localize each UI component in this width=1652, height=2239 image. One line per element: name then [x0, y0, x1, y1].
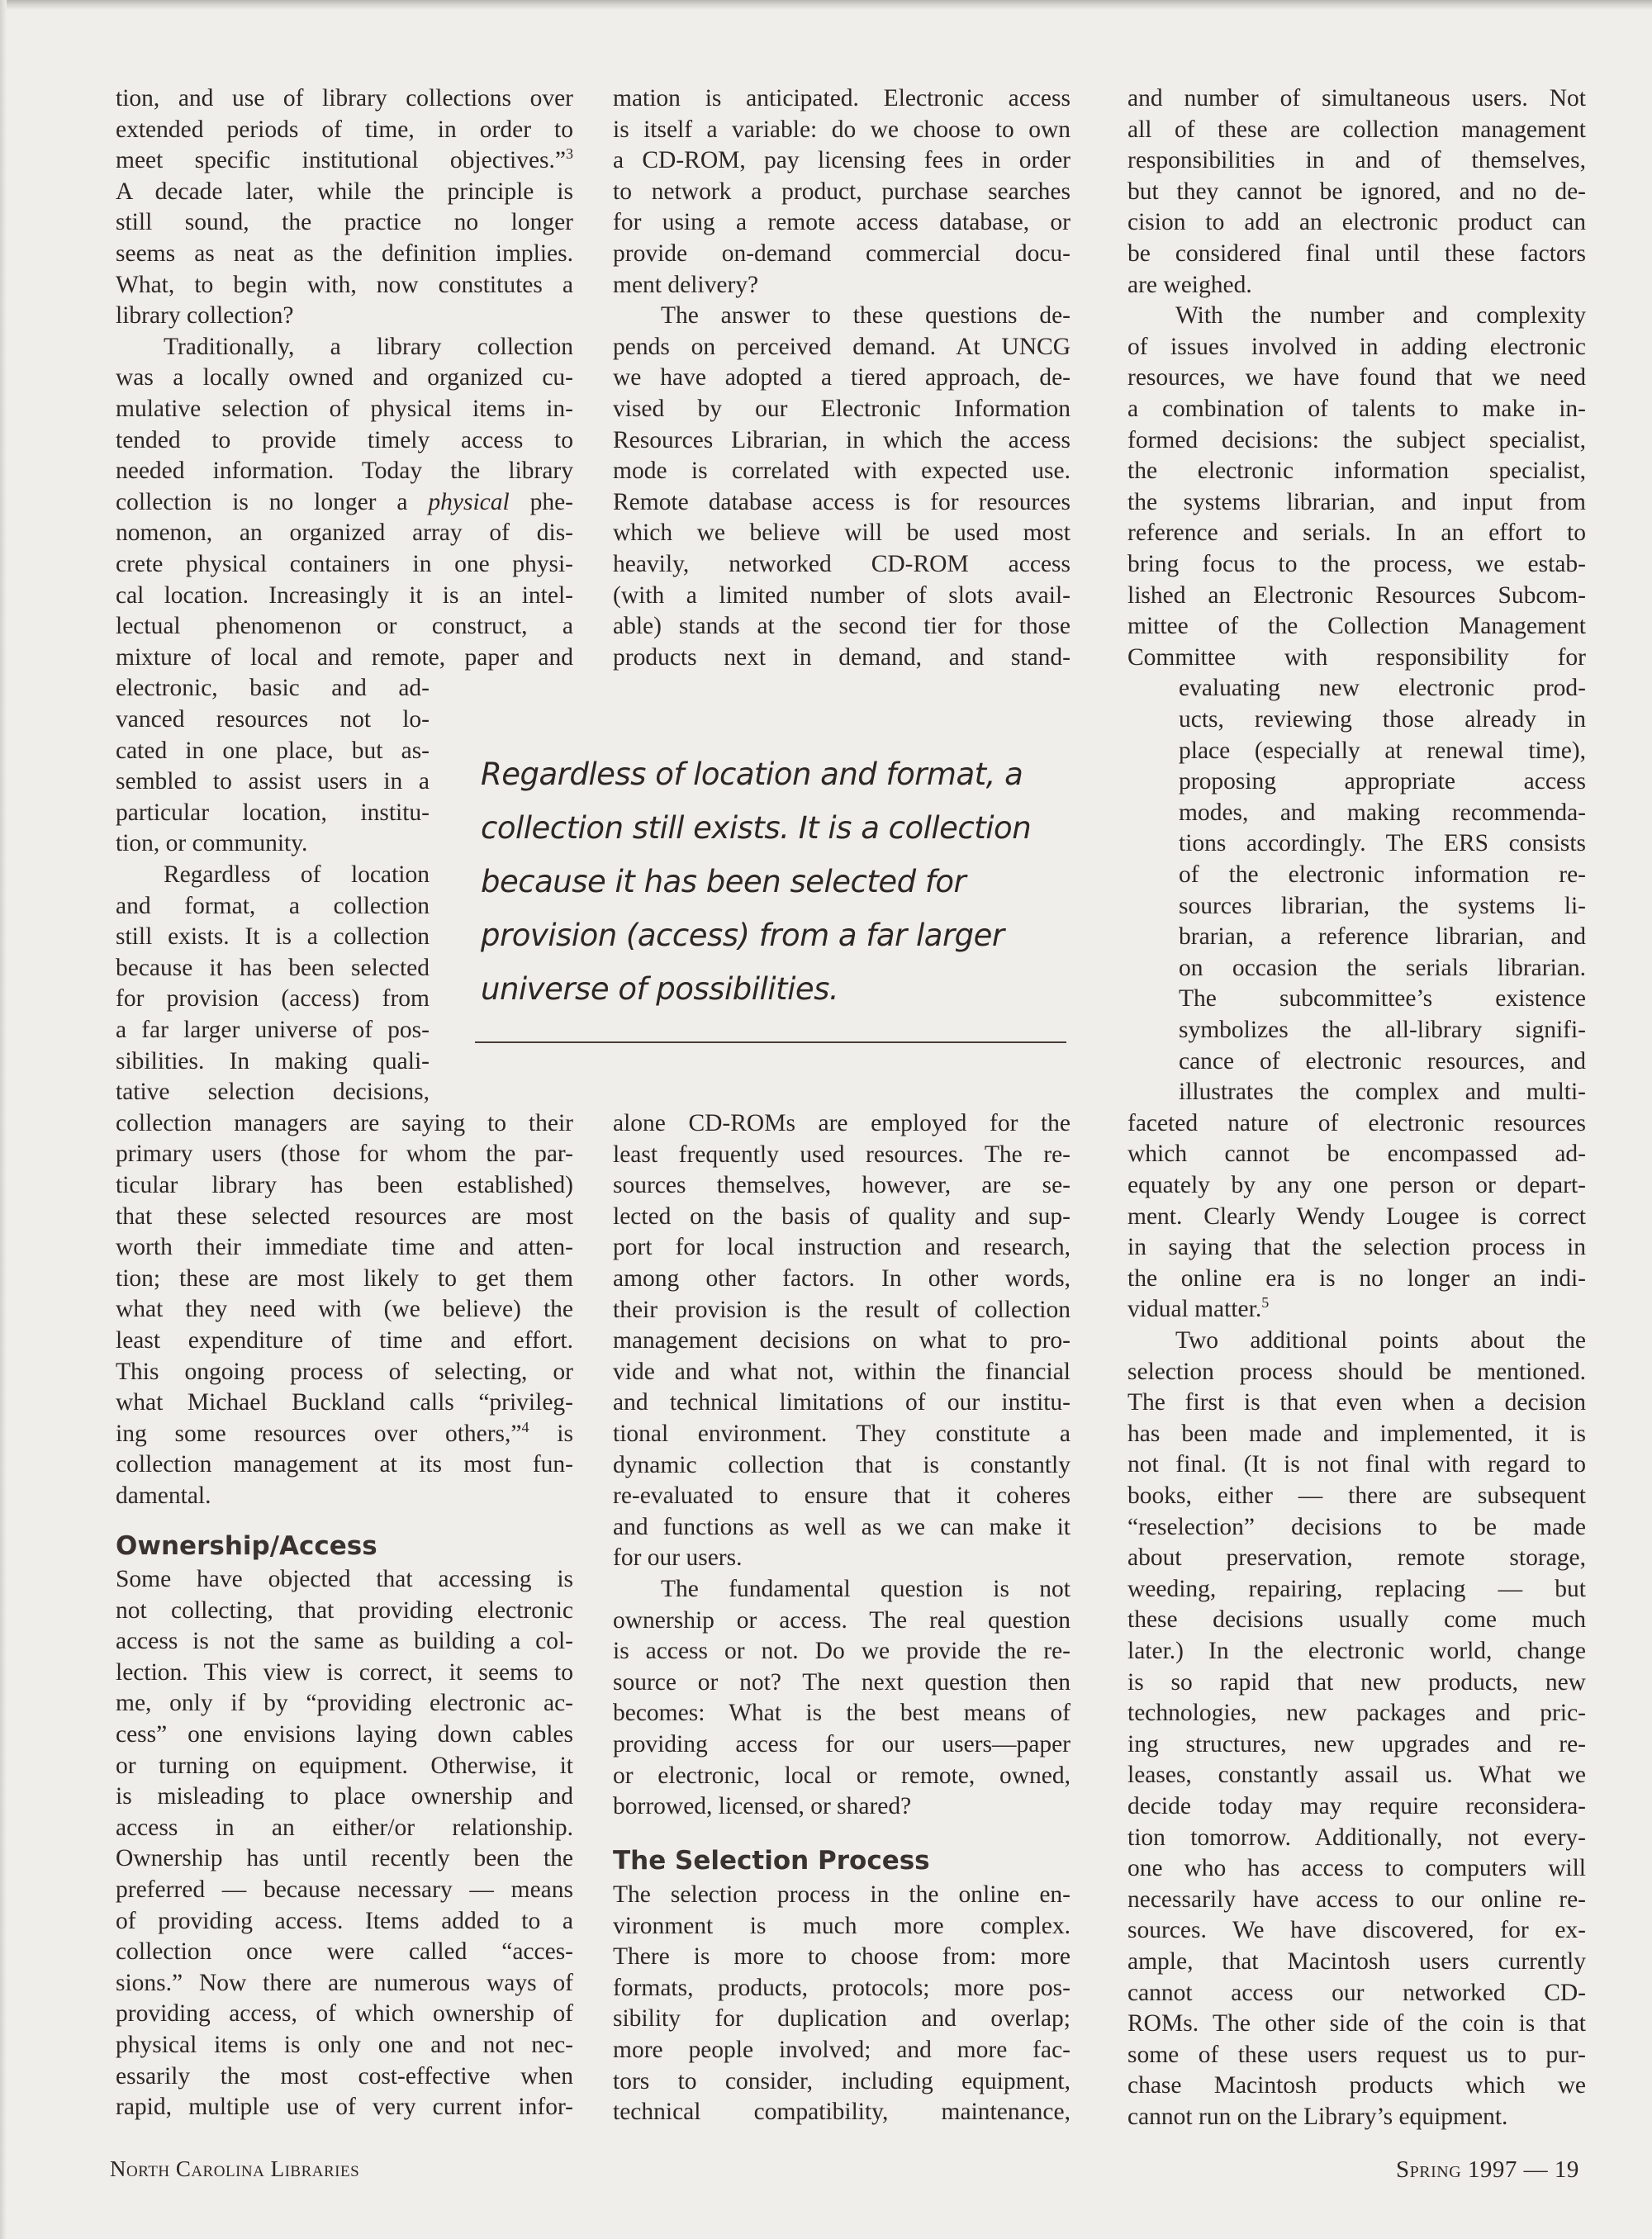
text-line: books, either — there are subsequent: [1127, 1482, 1586, 1509]
text-line: among other factors. In other words,: [613, 1265, 1070, 1292]
text-line: particular location, institu-: [116, 799, 430, 826]
text-line: is access or not. Do we provide the re-: [613, 1638, 1070, 1665]
text-line: or turning on equipment. Otherwise, it: [116, 1752, 573, 1779]
text-line: me, only if by “providing electronic ac-: [116, 1690, 573, 1717]
text-line: on occasion the serials librarian.: [1179, 954, 1586, 981]
text-line: collection is no longer a physical phe-: [116, 488, 573, 515]
text-line: This ongoing process of selecting, or: [116, 1358, 573, 1385]
text-line: mulative selection of physical items in-: [116, 396, 573, 422]
text-line: able) stands at the second tier for those: [613, 613, 1070, 640]
text-line: tors to consider, including equipment,: [613, 2067, 1070, 2094]
text-line: tion, and use of library collections over: [116, 85, 573, 111]
text-line: A decade later, while the principle is: [116, 178, 573, 205]
text-line: nomenon, an organized array of dis-: [116, 519, 573, 547]
text-line: faceted nature of electronic resources: [1127, 1109, 1586, 1136]
text-line: some of these users request us to pur-: [1127, 2041, 1586, 2068]
text-line: port for local instruction and research,: [613, 1234, 1070, 1261]
text-line: the electronic information specialist,: [1127, 458, 1586, 485]
footer-issue-page: Spring 1997 — 19: [1396, 2156, 1579, 2183]
text-line: tative selection decisions,: [116, 1079, 430, 1106]
text-line: cannot access our networked CD-: [1127, 1979, 1586, 2006]
text-line: management decisions on what to pro-: [613, 1327, 1070, 1354]
text-line: providing access, of which ownership of: [116, 2000, 573, 2028]
text-line: a combination of talents to make in-: [1127, 396, 1586, 422]
text-line: are weighed.: [1127, 271, 1252, 298]
text-line: be considered final until these factors: [1127, 240, 1586, 267]
text-line: products next in demand, and stand-: [613, 643, 1070, 671]
text-line: What, to begin with, now constitutes a: [116, 271, 573, 298]
text-line: what Michael Buckland calls “privileg-: [116, 1389, 573, 1416]
text-line: rapid, multiple use of very current infor-: [116, 2094, 573, 2121]
text-line: ample, that Macintosh users currently: [1127, 1948, 1586, 1975]
text-line: chase Macintosh products which we: [1127, 2072, 1586, 2099]
pull-quote: [481, 747, 1108, 1016]
text-line: sources. We have discovered, for ex-: [1127, 1917, 1586, 1944]
text-line: borrowed, licensed, or shared?: [613, 1793, 912, 1820]
text-line: ment. Clearly Wendy Lougee is correct: [1127, 1203, 1586, 1230]
text-line: ucts, reviewing those already in: [1179, 706, 1586, 733]
text-line: Committee with responsibility for: [1127, 643, 1586, 671]
text-line: about preservation, remote storage,: [1127, 1544, 1586, 1572]
footer-publication-name: North Carolina Libraries: [110, 2156, 360, 2181]
text-line: vironment is much more complex.: [613, 1912, 1070, 1939]
text-line: “reselection” decisions to be made: [1127, 1513, 1586, 1540]
text-line: of issues involved in adding electronic: [1127, 333, 1586, 360]
text-line: worth their immediate time and atten-: [116, 1234, 573, 1261]
pull-quote-rule: [475, 1041, 1066, 1043]
text-line: mode is correlated with expected use.: [613, 458, 1070, 485]
text-line: providing access for our users—paper: [613, 1731, 1070, 1758]
text-line: ment delivery?: [613, 271, 759, 298]
text-line: and technical limitations of our institu-: [613, 1389, 1070, 1416]
text-line: technologies, new packages and pric-: [1127, 1700, 1586, 1727]
text-line: not final. (It is not final with regard to: [1127, 1451, 1586, 1478]
text-line: and functions as well as we can make it: [613, 1513, 1070, 1540]
text-line: what they need with (we believe) the: [116, 1296, 573, 1323]
text-line: vised by our Electronic Information: [613, 396, 1070, 422]
text-line: access in an either/or relationship.: [116, 1814, 573, 1841]
text-line: leases, constantly assail us. What we: [1127, 1762, 1586, 1789]
text-line: Some have objected that accessing is: [116, 1566, 573, 1592]
text-line: lection. This view is correct, it seems to: [116, 1658, 573, 1686]
footnote-marker: 5: [1261, 1294, 1270, 1312]
text-line: Remote database access is for resources: [613, 488, 1070, 515]
text-line: lished an Electronic Resources Subcom-: [1127, 581, 1586, 609]
pull-quote-line: Regardless of location and format, a: [481, 757, 1023, 792]
text-line: tion, or community.: [116, 830, 308, 857]
text-line: still exists. It is a collection: [116, 923, 430, 951]
text-line: sibilities. In making quali-: [116, 1047, 430, 1074]
text-line: becomes: What is the best means of: [613, 1700, 1070, 1727]
text-line: we have adopted a tiered approach, de-: [613, 364, 1070, 391]
text-line: The answer to these questions de-: [661, 302, 1070, 330]
pull-quote-line: provision (access) from a far larger: [481, 918, 1004, 953]
text-line: vide and what not, within the financial: [613, 1358, 1070, 1385]
text-line: the systems librarian, and input from: [1127, 488, 1586, 515]
text-line: of the electronic information re-: [1179, 861, 1586, 888]
pull-quote-line: collection still exists. It is a collection: [481, 810, 1032, 846]
text-line: Resources Librarian, in which the access: [613, 426, 1070, 453]
text-line: collection management at its most fun-: [116, 1451, 573, 1478]
text-line: selection process should be mentioned.: [1127, 1358, 1586, 1385]
heading-ownership-access: Ownership/Access: [116, 1531, 377, 1561]
footnote-marker: 4: [521, 1418, 529, 1435]
text-line: tended to provide timely access to: [116, 426, 573, 453]
text-line: ing structures, new upgrades and re-: [1127, 1730, 1586, 1758]
text-line: sibility for duplication and overlap;: [613, 2005, 1070, 2033]
heading-selection-process: The Selection Process: [613, 1846, 930, 1876]
text-line: their provision is the result of collection: [613, 1296, 1070, 1323]
text-line: vanced resources not lo-: [116, 706, 430, 733]
text-line: is itself a variable: do we choose to own: [613, 116, 1070, 143]
text-line: and number of simultaneous users. Not: [1127, 85, 1586, 111]
text-line: more people involved; and more fac-: [613, 2037, 1070, 2063]
text-line: of providing access. Items added to a: [116, 1907, 573, 1934]
text-line: to network a product, purchase searches: [613, 178, 1070, 205]
text-line: lectual phenomenon or construct, a: [116, 613, 573, 640]
text-line: responsibilities in and of themselves,: [1127, 147, 1586, 174]
text-line: extended periods of time, in order to: [116, 116, 573, 143]
text-line: that these selected resources are most: [116, 1203, 573, 1230]
text-line: decide today may require reconsidera-: [1127, 1793, 1586, 1819]
text-line: ticular library has been established): [116, 1172, 573, 1198]
text-line: formats, products, protocols; more pos-: [613, 1974, 1070, 2001]
text-line: sembled to assist users in a: [116, 768, 430, 795]
text-line: Ownership has until recently been the: [116, 1845, 573, 1872]
text-line: preferred — because necessary — means: [116, 1876, 573, 1903]
text-line: lected on the basis of quality and sup-: [613, 1203, 1070, 1230]
text-line: for our users.: [613, 1544, 743, 1572]
text-line: re-evaluated to ensure that it coheres: [613, 1482, 1070, 1510]
text-line: With the number and complexity: [1175, 302, 1586, 330]
text-line: reference and serials. In an effort to: [1127, 519, 1586, 547]
text-line: for provision (access) from: [116, 985, 430, 1013]
text-line: damental.: [116, 1482, 211, 1509]
text-line: ing some resources over others,”$^4$ is: [116, 1418, 573, 1447]
text-line: cision to add an electronic product can: [1127, 209, 1586, 236]
text-line: is so rapid that new products, new: [1127, 1668, 1586, 1696]
text-line: or electronic, local or remote, owned,: [613, 1762, 1070, 1789]
text-line: (with a limited number of slots avail-: [613, 581, 1070, 609]
text-line: least frequently used resources. The re-: [613, 1141, 1070, 1168]
text-line: tion; these are most likely to get them: [116, 1264, 573, 1292]
text-line: cal location. Increasingly it is an intel-: [116, 581, 573, 609]
text-line: mation is anticipated. Electronic access: [613, 85, 1070, 111]
text-line: seems as neat as the definition implies.: [116, 240, 573, 267]
text-line: provide on-demand commercial docu-: [613, 240, 1070, 267]
text-line: for using a remote access database, or: [613, 209, 1070, 236]
text-line: modes, and making recommenda-: [1179, 799, 1586, 826]
pull-quote-line: because it has been selected for: [481, 864, 966, 899]
text-line: a CD-ROM, pay licensing fees in order: [613, 147, 1070, 174]
text-line: tions accordingly. The ERS consists: [1179, 830, 1586, 857]
text-line: equately by any one person or depart-: [1127, 1172, 1586, 1198]
text-line: is misleading to place ownership and: [116, 1783, 573, 1810]
text-line: Regardless of location: [164, 861, 430, 888]
text-line: physical items is only one and not nec-: [116, 2032, 573, 2058]
text-line: brarian, a reference librarian, and: [1179, 923, 1586, 951]
text-line: but they cannot be ignored, and no de-: [1127, 178, 1586, 205]
text-line: illustrates the complex and multi-: [1179, 1079, 1586, 1106]
text-line: least expenditure of time and effort.: [116, 1327, 573, 1354]
text-line: a far larger universe of pos-: [116, 1017, 430, 1043]
text-line: resources, we have found that we need: [1127, 364, 1586, 391]
text-line: these decisions usually come much: [1127, 1606, 1586, 1634]
text-line: cance of electronic resources, and: [1179, 1047, 1586, 1074]
text-line: which cannot be encompassed ad-: [1127, 1141, 1586, 1168]
text-line: alone CD-ROMs are employed for the: [613, 1110, 1070, 1136]
text-line: not collecting, that providing electronic: [116, 1596, 573, 1624]
text-line: ROMs. The other side of the coin is that: [1127, 2010, 1586, 2037]
text-line: sions.” Now there are numerous ways of: [116, 1969, 573, 1996]
text-line: The fundamental question is not: [661, 1576, 1070, 1602]
text-line: one who has access to computers will: [1127, 1855, 1586, 1882]
text-line: mittee of the Collection Management: [1127, 613, 1586, 640]
text-line: necessarily have access to our online re-: [1127, 1886, 1586, 1913]
text-line: sources librarian, the systems li-: [1179, 892, 1586, 919]
text-line: cated in one place, but as-: [116, 737, 430, 764]
text-line: collection once were called “acces-: [116, 1938, 573, 1966]
text-line: cannot run on the Library’s equipment.: [1127, 2104, 1508, 2130]
italic-emphasis: physical: [428, 488, 510, 515]
text-line: mixture of local and remote, paper and: [116, 643, 573, 671]
text-line: needed information. Today the library: [116, 458, 573, 485]
text-line: essarily the most cost-effective when: [116, 2062, 573, 2090]
text-line: symbolizes the all-library signifi-: [1179, 1017, 1586, 1043]
text-line: all of these are collection management: [1127, 116, 1586, 143]
text-line: technical compatibility, maintenance,: [613, 2099, 1070, 2126]
text-line: tional environment. They constitute a: [613, 1421, 1070, 1447]
text-line: source or not? The next question then: [613, 1668, 1070, 1696]
footnote-marker: 3: [566, 145, 573, 163]
text-line: primary users (those for whom the par-: [116, 1141, 573, 1168]
text-line: There is more to choose from: more: [613, 1943, 1070, 1971]
text-line: has been made and implemented, it is: [1127, 1420, 1586, 1447]
text-line: The first is that even when a decision: [1127, 1389, 1586, 1416]
text-line: library collection?: [116, 302, 294, 330]
pull-quote-line: universe of possibilities.: [481, 971, 839, 1007]
text-line: later.) In the electronic world, change: [1127, 1638, 1586, 1664]
text-line: The selection process in the online en-: [613, 1881, 1070, 1908]
text-line: weeding, repairing, replacing — but: [1127, 1575, 1586, 1602]
text-line: evaluating new electronic prod-: [1179, 675, 1586, 702]
text-line: access is not the same as building a col-: [116, 1628, 573, 1655]
text-line: bring focus to the process, we estab-: [1127, 551, 1586, 577]
page-top-edge: [0, 0, 1652, 10]
text-line: crete physical containers in one physi-: [116, 551, 573, 577]
text-line: place (especially at renewal time),: [1179, 737, 1586, 764]
text-line: in saying that the selection process in: [1127, 1234, 1586, 1261]
text-line: because it has been selected: [116, 954, 430, 981]
text-line: Two additional points about the: [1175, 1327, 1586, 1354]
text-line: tion tomorrow. Additionally, not every-: [1127, 1824, 1586, 1851]
text-line: dynamic collection that is constantly: [613, 1451, 1070, 1478]
text-line: which we believe will be used most: [613, 519, 1070, 547]
text-line: vidual matter.$^5$: [1127, 1294, 1270, 1323]
text-line: was a locally owned and organized cu-: [116, 364, 573, 391]
text-line: electronic, basic and ad-: [116, 675, 430, 702]
text-line: The subcommittee’s existence: [1179, 985, 1586, 1013]
text-line: cess” one envisions laying down cables: [116, 1721, 573, 1748]
text-line: collection managers are saying to their: [116, 1109, 573, 1136]
text-line: the online era is no longer an indi-: [1127, 1264, 1586, 1292]
text-line: and format, a collection: [116, 892, 430, 919]
text-line: sources themselves, however, are se-: [613, 1172, 1070, 1199]
text-line: still sound, the practice no longer: [116, 209, 573, 236]
text-line: formed decisions: the subject specialist,: [1127, 426, 1586, 453]
text-line: Traditionally, a library collection: [164, 333, 573, 360]
text-line: ownership or access. The real question: [613, 1606, 1070, 1634]
text-line: pends on perceived demand. At UNCG: [613, 333, 1070, 360]
page-left-edge: [0, 0, 7, 2239]
text-line: proposing appropriate access: [1179, 768, 1586, 795]
text-line: heavily, networked CD-ROM access: [613, 551, 1070, 577]
text-line: meet specific institutional objectives.”$^3$: [116, 145, 573, 174]
